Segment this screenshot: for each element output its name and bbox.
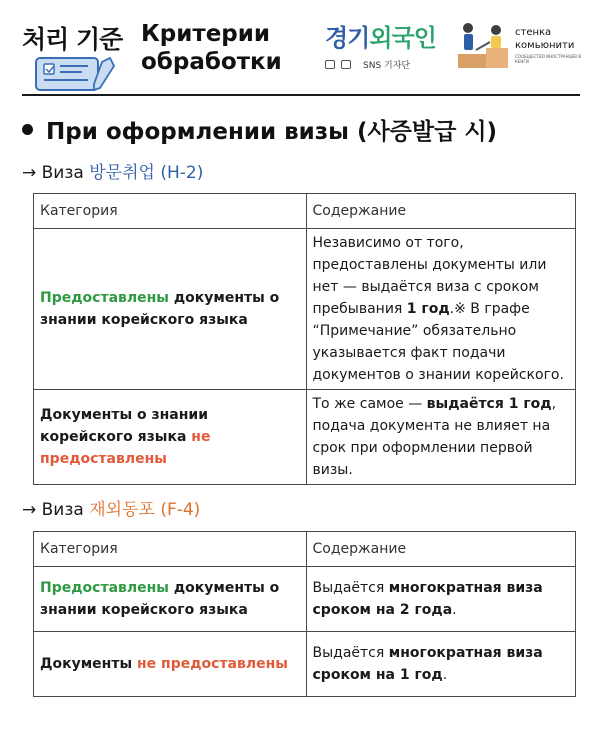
visa1-name: 방문취업 (H-2) <box>89 163 204 183</box>
community-people-icon <box>456 20 512 70</box>
visa2-heading: → Виза 재외동포 (F-4) <box>22 500 201 520</box>
content-cell: То же самое — выдаётся 1 год, подача документа не влияет на срок при оформлении первой визы. <box>306 390 576 485</box>
community-tagline: СООБЩЕСТВО ИНОСТРАНЦЕВ В КЕНГИ <box>515 54 582 64</box>
document-icon <box>30 56 122 92</box>
card-icon <box>341 60 351 69</box>
table-row <box>34 567 576 632</box>
title-korean: 처리 기준 <box>22 25 123 54</box>
title-russian-line-2: обработки <box>141 49 282 75</box>
content-cell: Выдаётся многократная виза сроком на 2 года. <box>306 567 576 632</box>
category-cell: Предоставлены документы о знании корейского языка <box>34 229 307 390</box>
content-cell: Выдаётся многократная виза сроком на 1 год. <box>306 632 576 697</box>
table-row <box>34 632 576 697</box>
header-divider <box>22 94 580 96</box>
page-header <box>0 0 600 96</box>
brand-logo <box>325 18 453 71</box>
brand-name: 경기외국인 <box>325 24 436 52</box>
table-row <box>34 229 576 390</box>
category-cell: Документы о знании корейского языка не предоставлены <box>34 390 307 485</box>
table-header-row <box>34 194 576 229</box>
title-russian-line-1: Критерии <box>141 21 271 47</box>
community-logo <box>515 26 595 64</box>
bullet-icon <box>22 124 33 135</box>
content-cell: Независимо от того, предоставлены документы или нет — выдаётся виза с сроком пребывания 1 год.※ В графе “Примечание” обязательно указывается факт подачи документов о знании корейского. <box>306 229 576 390</box>
category-cell: Документы не предоставлены <box>34 632 307 697</box>
brand-subtitle-row <box>325 58 410 71</box>
camera-icon <box>325 60 335 69</box>
brand-subtitle: SNS 기자단 <box>363 61 411 71</box>
visa1-heading: → Виза 방문취업 (H-2) <box>22 163 204 183</box>
visa2-name: 재외동포 (F-4) <box>89 500 201 520</box>
column-header-content: Содержание <box>306 194 576 229</box>
section-title: При оформлении визы (사증발급 시) <box>22 113 497 146</box>
category-cell: Предоставлены документы о знании корейского языка <box>34 567 307 632</box>
community-name-1: стенка <box>515 27 552 38</box>
column-header-category: Категория <box>34 194 307 229</box>
table-row <box>34 390 576 485</box>
column-header-category: Категория <box>34 532 307 567</box>
title-russian <box>141 20 316 76</box>
visa2-table <box>33 531 576 697</box>
column-header-content: Содержание <box>306 532 576 567</box>
table-header-row <box>34 532 576 567</box>
visa1-table <box>33 193 576 485</box>
community-name-2: комьюнити <box>515 40 575 51</box>
